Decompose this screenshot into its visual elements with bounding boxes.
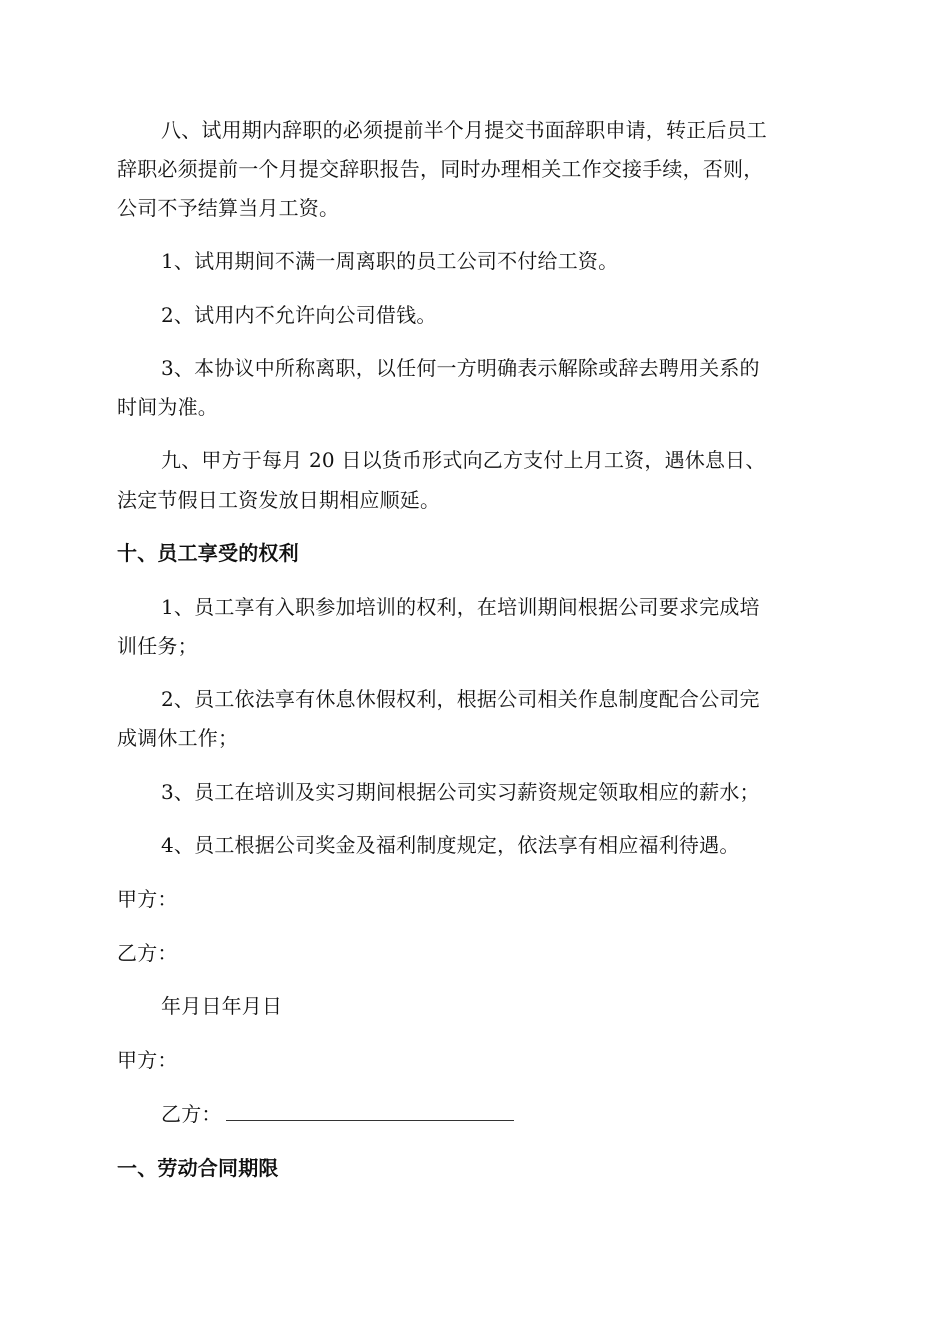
clause-8-item-2: 2、试用内不允许向公司借钱。 [161, 303, 437, 327]
clause-10-item-2-line-2: 成调休工作； [117, 726, 239, 750]
signature-blank-line [226, 1102, 514, 1121]
clause-8-line-2: 辞职必须提前一个月提交辞职报告，同时办理相关工作交接手续，否则， [117, 157, 764, 181]
party-a-label: 甲方： [117, 887, 178, 911]
section-10-heading: 十、员工享受的权利 [117, 541, 299, 565]
clause-8-item-3-line-1: 3、本协议中所称离职，以任何一方明确表示解除或辞去聘用关系的 [161, 356, 760, 380]
party-b-label-2: 乙方： [161, 1102, 222, 1126]
clause-10-item-2-line-1: 2、员工依法享有休息休假权利，根据公司相关作息制度配合公司完 [161, 687, 760, 711]
clause-9-line-1: 九、甲方于每月 20 日以货币形式向乙方支付上月工资，遇休息日、 [161, 448, 766, 472]
clause-8-line-3: 公司不予结算当月工资。 [117, 196, 340, 220]
section-1-heading: 一、劳动合同期限 [117, 1156, 279, 1180]
party-a-label-2: 甲方： [117, 1048, 178, 1072]
date-line: 年月日年月日 [161, 994, 283, 1018]
clause-9-line-2: 法定节假日工资发放日期相应顺延。 [117, 488, 441, 512]
party-b-signature-row [161, 1102, 514, 1126]
clause-10-item-1-line-2: 训任务； [117, 634, 198, 658]
clause-8-item-3-line-2: 时间为准。 [117, 395, 218, 419]
clause-8-item-1: 1、试用期间不满一周离职的员工公司不付给工资。 [161, 249, 619, 273]
clause-8-line-1: 八、试用期内辞职的必须提前半个月提交书面辞职申请，转正后员工 [161, 118, 767, 142]
clause-10-item-4: 4、员工根据公司奖金及福利制度规定，依法享有相应福利待遇。 [161, 833, 740, 857]
clause-10-item-1-line-1: 1、员工享有入职参加培训的权利，在培训期间根据公司要求完成培 [161, 595, 760, 619]
party-b-label: 乙方： [117, 941, 178, 965]
clause-10-item-3: 3、员工在培训及实习期间根据公司实习薪资规定领取相应的薪水； [161, 780, 760, 804]
